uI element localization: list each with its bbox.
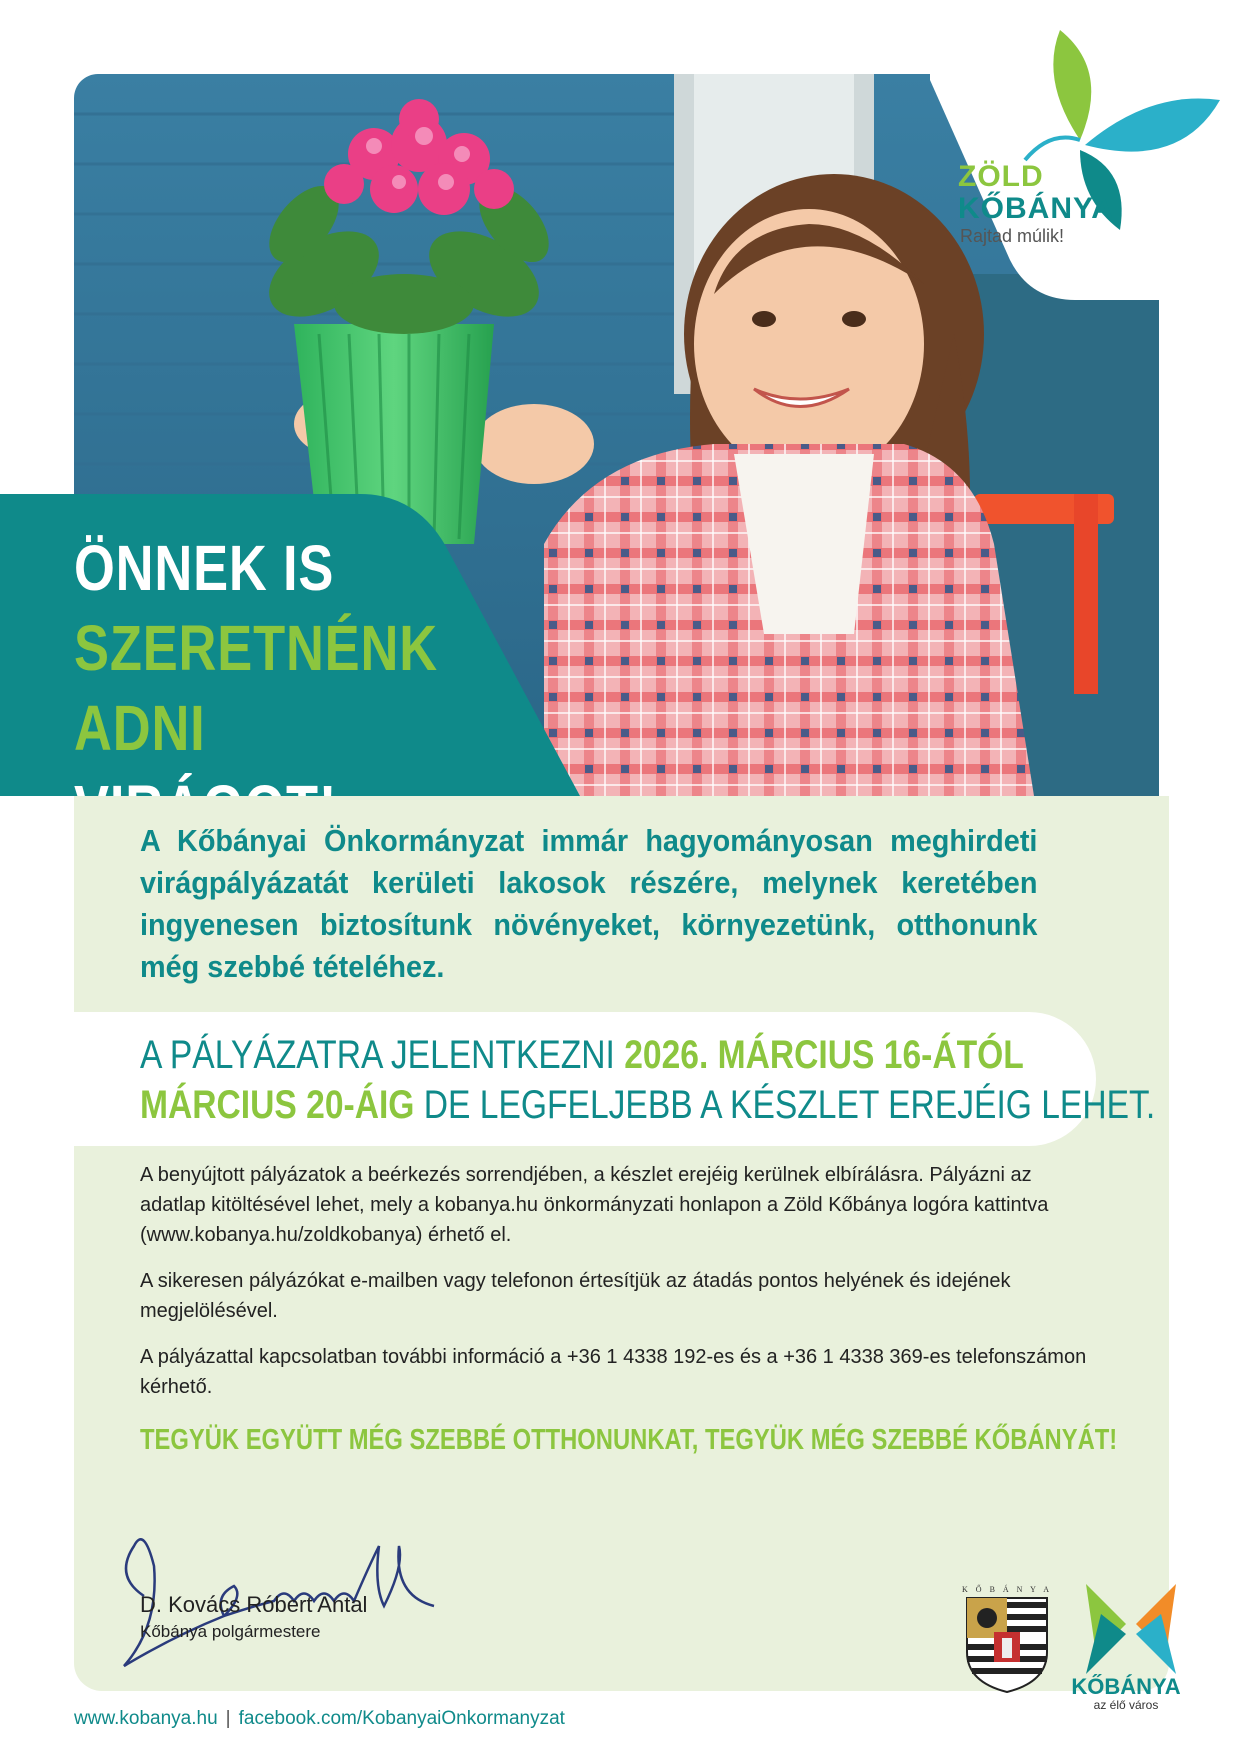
deadline-part2: DE LEGFELJEBB A KÉSZLET EREJÉIG LEHET. bbox=[414, 1083, 1156, 1127]
slogan: TEGYÜK EGYÜTT MÉG SZEBBÉ OTTHONUNKAT, TEGYÜK MÉG SZEBBÉ KŐBÁNYÁT! bbox=[140, 1424, 1118, 1456]
paragraph-contact: A pályázattal kapcsolatban további információ a +36 1 4338 192-es és a +36 1 4338 369-es telefonszámon kérhető. bbox=[140, 1346, 1087, 1398]
logo-tagline: Rajtad múlik! bbox=[960, 226, 1065, 246]
footer bbox=[74, 1708, 565, 1730]
kobanya-logo-name: KŐBÁNYA bbox=[1071, 1674, 1181, 1699]
footer-website-link[interactable]: www.kobanya.hu bbox=[74, 1708, 218, 1729]
zold-kobanya-logo bbox=[930, 20, 1230, 250]
deadline-date2: MÁRCIUS 20-ÁIG bbox=[140, 1083, 415, 1127]
headline-line1: ÖNNEK IS bbox=[74, 532, 335, 604]
footer-separator: | bbox=[225, 1708, 231, 1729]
deadline-part1: A PÁLYÁZATRA JELENTKEZNI bbox=[140, 1033, 625, 1077]
deadline-date1: 2026. MÁRCIUS 16-ÁTÓL bbox=[624, 1033, 1024, 1077]
paragraph-application: A benyújtott pályázatok a beérkezés sorrendjében, a készlet erejéig kerülnek elbírálásra. Pályázni az adatlap kitöltésével lehet, mely a kobanya.hu önkormányzati honlapon a Zöld Kőbánya logóra kattintva (www.kobanya.hu/zoldkobanya) érhető el. bbox=[140, 1164, 1049, 1246]
intro-text: A Kőbányai Önkormányzat immár hagyományosan meghirdeti virágpályázatát kerületi lakosok részére, melynek keretében ingyenesen biztosítunk növényeket, környezetünk, otthonunk még szebbé tételéhez. bbox=[140, 823, 1038, 984]
paragraph-notification: A sikeresen pályázókat e-mailben vagy telefonon értesítjük az átadás pontos helyének és idejének megjelölésével. bbox=[140, 1270, 1011, 1322]
svg-text:K Ő B Á N Y A: K Ő B Á N Y A bbox=[962, 1585, 1052, 1594]
kobanya-logo-tagline: az élő város bbox=[1093, 1698, 1159, 1712]
logo-kobanya-text: KŐBÁNYA bbox=[958, 192, 1114, 225]
footer-facebook-link[interactable]: facebook.com/KobanyaiOnkormanyzat bbox=[238, 1708, 565, 1729]
logo-zold-text: ZÖLD bbox=[958, 160, 1044, 193]
headline-line2: SZERETNÉNK bbox=[74, 612, 438, 684]
signer-title: Kőbánya polgármestere bbox=[140, 1622, 321, 1641]
kobanya-crest-icon bbox=[962, 1582, 1052, 1694]
signer-name: D. Kovács Róbert Antal bbox=[140, 1592, 368, 1617]
deadline-text bbox=[140, 1030, 1156, 1130]
headline-line3-green: ADNI bbox=[74, 692, 206, 764]
